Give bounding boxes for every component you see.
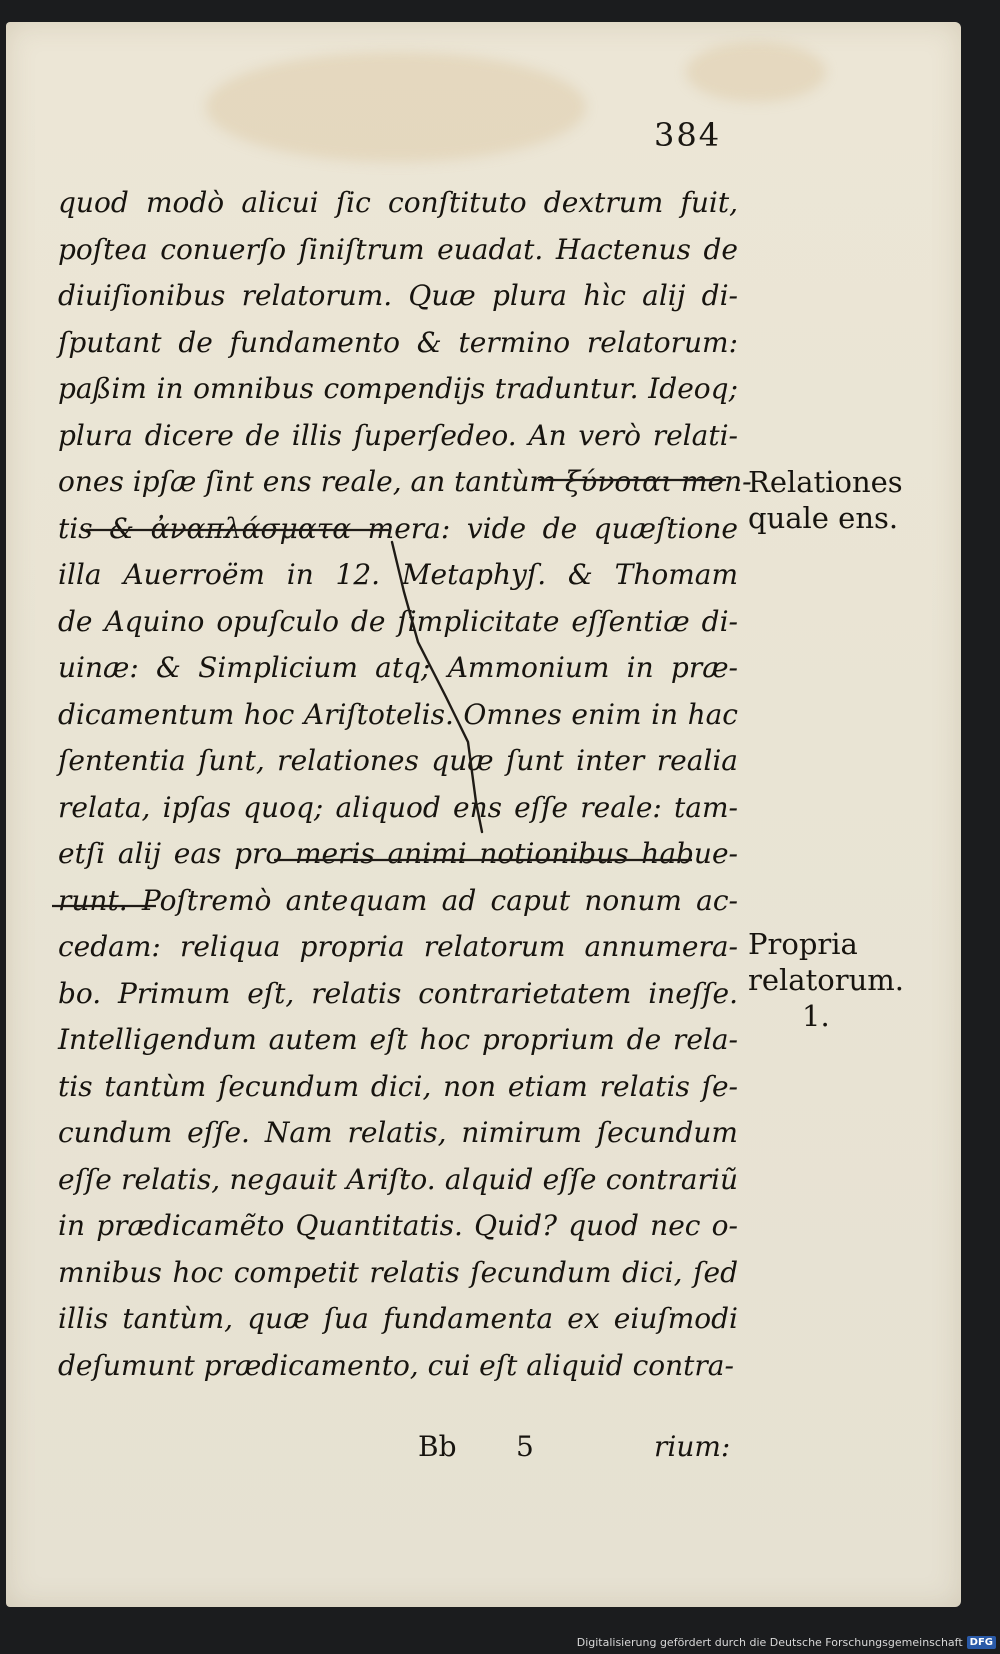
text-line: eſſe relatis, negauit Ariſto. alquid eſſe contrariũ xyxy=(58,1162,738,1196)
book-page xyxy=(6,22,961,1607)
text-line: ſputant de fundamento & termino relatorum: xyxy=(58,325,738,359)
text-line: poſtea conuerſo ſiniſtrum euadat. Hactenus de xyxy=(58,232,738,266)
marginal-note-number: 1. xyxy=(802,999,830,1033)
text-line: paßim in omnibus compendijs traduntur. Ideoq; xyxy=(58,372,738,405)
text-line: cundum eſſe. Nam relatis, nimirum ſecundum xyxy=(58,1116,738,1149)
text-line: bo. Primum eſt, relatis contrarietatem ineſſe. xyxy=(58,976,738,1010)
text-line: plura dicere de illis ſuperſedeo. An verò relati- xyxy=(58,418,738,452)
text-line: quod modò alicui ſic conſtituto dextrum fuit, xyxy=(58,186,738,219)
text-line: illa Auerroëm in 12. Metaphyſ. & Thomam xyxy=(58,558,738,591)
text-line: ſententia ſunt, relationes quæ ſunt inter realia xyxy=(58,744,738,777)
text-line: Intelligendum autem eſt hoc proprium de rela- xyxy=(58,1023,738,1056)
text-line: de Aquino opuſculo de ſimplicitate eſſentiæ di- xyxy=(58,604,738,638)
paper-stain xyxy=(686,42,826,102)
text-line: uinæ: & Simplicium atq; Ammonium in præ- xyxy=(58,651,738,684)
text-line: tis & ἀναπλάσματα mera: vide de quæſtione xyxy=(58,511,738,545)
paper-stain xyxy=(206,52,586,162)
text-line: illis tantùm, quæ ſua fundamenta ex eiuſmodi xyxy=(58,1302,738,1335)
text-line: diuiſionibus relatorum. Quæ plura hìc alij di- xyxy=(58,279,738,312)
marginal-note-relationes xyxy=(748,464,903,536)
text-line: dicamentum hoc Ariſtotelis. Omnes enim in hac xyxy=(58,697,738,731)
text-line: etſi alij eas pro meris animi notionibus habue- xyxy=(58,837,738,870)
page-number: 384 xyxy=(654,116,722,154)
body-text xyxy=(58,180,752,1389)
marginal-note-line: Relationes xyxy=(748,465,903,499)
marginal-note-line: quale ens. xyxy=(748,501,899,535)
marginal-note-line: Propria xyxy=(748,927,858,961)
catchword: rium: xyxy=(654,1430,731,1463)
text-line: deſumunt prædicamento, cui eſt aliquid contra- xyxy=(58,1348,734,1382)
attribution-text: Digitalisierung gefördert durch die Deutsche Forschungsgemeinschaft xyxy=(576,1636,963,1649)
text-line: mnibus hoc competit relatis ſecundum dici, ſed xyxy=(58,1255,738,1289)
marginal-note-line: relatorum. xyxy=(748,963,904,997)
text-line: ones ipſæ ſint ens reale, an tantùm ξύνοιαι men- xyxy=(58,465,752,498)
text-line: cedam: reliqua propria relatorum annumera- xyxy=(58,930,738,963)
signature-mark: Bb xyxy=(418,1430,457,1463)
attribution-bar xyxy=(577,1636,996,1649)
dfg-logo: DFG xyxy=(967,1636,996,1649)
text-line: relata, ipſas quoq; aliquod ens eſſe reale: tam- xyxy=(58,790,738,824)
marginal-note-propria xyxy=(748,926,904,1034)
signature-number: 5 xyxy=(516,1430,534,1463)
text-line: in prædicamẽto Quantitatis. Quid? quod nec o- xyxy=(58,1209,738,1242)
text-line: runt. Poſtremò antequam ad caput nonum ac- xyxy=(58,883,738,917)
text-line: tis tantùm ſecundum dici, non etiam relatis ſe- xyxy=(58,1069,738,1103)
